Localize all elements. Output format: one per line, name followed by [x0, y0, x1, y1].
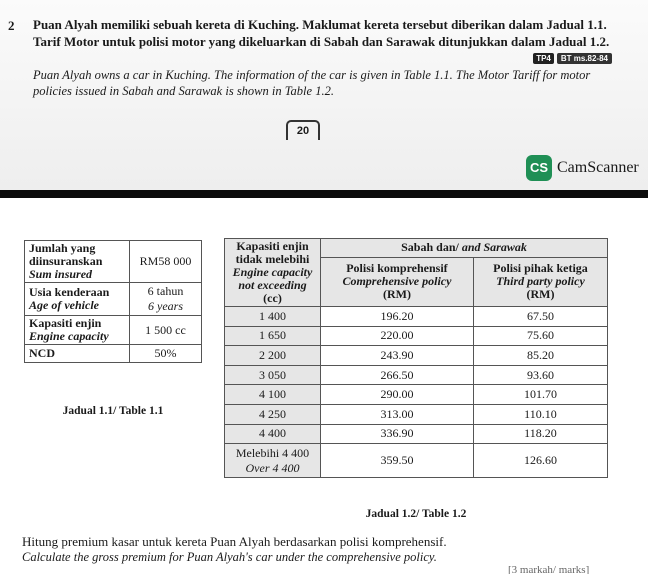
table-header-row	[225, 239, 608, 258]
textbook-reference-badge: BT ms.82-84	[557, 53, 612, 64]
table-row	[25, 241, 202, 283]
table-row	[225, 307, 608, 327]
table-cell	[130, 283, 202, 316]
table-1-1	[24, 240, 202, 363]
table-cell	[130, 241, 202, 283]
table-row	[25, 345, 202, 363]
marks-label: [3 markah/ marks]	[508, 564, 590, 574]
table-cell	[25, 283, 130, 316]
row-value: 50%	[154, 346, 177, 360]
capacity-cell: 1 650	[225, 326, 321, 346]
row-label-english: Engine capacity	[29, 329, 109, 343]
capacity-cell: 1 400	[225, 307, 321, 327]
camscanner-watermark	[526, 155, 639, 181]
capacity-cell: 2 200	[225, 346, 321, 366]
table-cell	[25, 345, 130, 363]
table-row	[225, 404, 608, 424]
page-divider	[0, 190, 648, 198]
header-comprehensive-malay: Polisi komprehensif	[346, 261, 448, 276]
header-region-english: and Sarawak	[461, 240, 527, 255]
capacity-cell: 4 100	[225, 385, 321, 405]
capacity-english: Over 4 400	[245, 460, 300, 475]
table-row	[25, 283, 202, 316]
capacity-cell: 3 050	[225, 365, 321, 385]
table-1-2-caption: Jadual 1.2/ Table 1.2	[365, 508, 467, 520]
capacity-cell: 4 250	[225, 404, 321, 424]
third-party-cell: 126.60	[473, 444, 607, 478]
table-cell	[130, 345, 202, 363]
camscanner-logo-icon: CS	[526, 155, 552, 181]
comprehensive-cell: 290.00	[321, 385, 474, 405]
table-1-1-caption: Jadual 1.1/ Table 1.1	[62, 405, 164, 417]
reference-badges	[533, 53, 612, 64]
question-text-english: Puan Alyah owns a car in Kuching. The information of the car is given in Table 1.1. The Motor Tariff for motor policies issued in Sabah and Sarawak is shown in Table 1.2.	[33, 68, 591, 98]
row-value: 1 500 cc	[145, 322, 186, 337]
header-third-party-malay: Polisi pihak ketiga	[493, 261, 588, 276]
table-cell	[25, 316, 130, 345]
table-row	[225, 346, 608, 366]
question-number: 2	[8, 18, 15, 33]
comprehensive-cell: 220.00	[321, 326, 474, 346]
third-party-cell: 93.60	[473, 365, 607, 385]
task-text-english: Calculate the gross premium for Puan Alyah's car under the comprehensive policy.	[22, 550, 437, 564]
table-row	[25, 316, 202, 345]
row-label-english: Age of vehicle	[29, 298, 99, 312]
task-text-malay: Hitung premium kasar untuk kereta Puan Alyah berdasarkan polisi komprehensif.	[22, 534, 447, 549]
header-third-party-english: Third party policy	[496, 274, 585, 289]
header-third-party	[473, 257, 607, 306]
row-label-malay: Kapasiti enjin	[29, 316, 102, 330]
header-comprehensive-english: Comprehensive policy	[342, 274, 452, 289]
third-party-cell: 118.20	[473, 424, 607, 444]
row-label-malay: NCD	[29, 346, 55, 360]
scanned-page-top	[0, 0, 648, 190]
header-capacity-unit: (cc)	[263, 291, 282, 305]
comprehensive-cell: 313.00	[321, 404, 474, 424]
comprehensive-cell: 196.20	[321, 307, 474, 327]
camscanner-label: CamScanner	[557, 159, 639, 176]
comprehensive-cell: 243.90	[321, 346, 474, 366]
table-cell	[130, 316, 202, 345]
row-label-malay: Jumlah yang diinsuranskan	[29, 241, 103, 268]
header-capacity-english: Engine capacity not exceeding	[232, 265, 313, 292]
header-capacity	[225, 239, 321, 307]
table-row	[225, 365, 608, 385]
header-third-party-unit: (RM)	[526, 287, 555, 302]
third-party-cell: 75.60	[473, 326, 607, 346]
header-comprehensive	[321, 257, 474, 306]
header-comprehensive-unit: (RM)	[382, 287, 411, 302]
third-party-cell: 110.10	[473, 404, 607, 424]
table-row	[225, 326, 608, 346]
third-party-cell: 67.50	[473, 307, 607, 327]
capacity-cell	[225, 444, 321, 478]
table-cell	[25, 241, 130, 283]
table-row	[225, 424, 608, 444]
header-region-malay: Sabah dan/	[401, 240, 459, 255]
row-value: 6 tahun	[147, 284, 184, 298]
tp-level-badge: TP4	[533, 53, 554, 64]
comprehensive-cell: 266.50	[321, 365, 474, 385]
table-row	[225, 444, 608, 478]
header-capacity-malay: Kapasiti enjin tidak melebihi	[235, 239, 310, 266]
row-label-english: Sum insured	[29, 267, 93, 281]
third-party-cell: 101.70	[473, 385, 607, 405]
capacity-cell: 4 400	[225, 424, 321, 444]
page-number: 20	[286, 120, 320, 140]
row-label-malay: Usia kenderaan	[29, 285, 110, 299]
comprehensive-cell: 359.50	[321, 444, 474, 478]
capacity-malay: Melebihi 4 400	[235, 445, 310, 460]
third-party-cell: 85.20	[473, 346, 607, 366]
row-value: RM58 000	[139, 254, 192, 268]
table-1-2	[224, 238, 608, 478]
row-value-english: 6 years	[148, 299, 183, 313]
table-row	[225, 385, 608, 405]
comprehensive-cell: 336.90	[321, 424, 474, 444]
question-text-malay: Puan Alyah memiliki sebuah kereta di Kuching. Maklumat kereta tersebut diberikan dalam Jadual 1.1. Tarif Motor untuk polisi motor yang dikeluarkan di Sabah dan Sarawak ditunjukkan dalam Jadual 1.2.	[33, 17, 610, 49]
header-region	[321, 239, 608, 258]
